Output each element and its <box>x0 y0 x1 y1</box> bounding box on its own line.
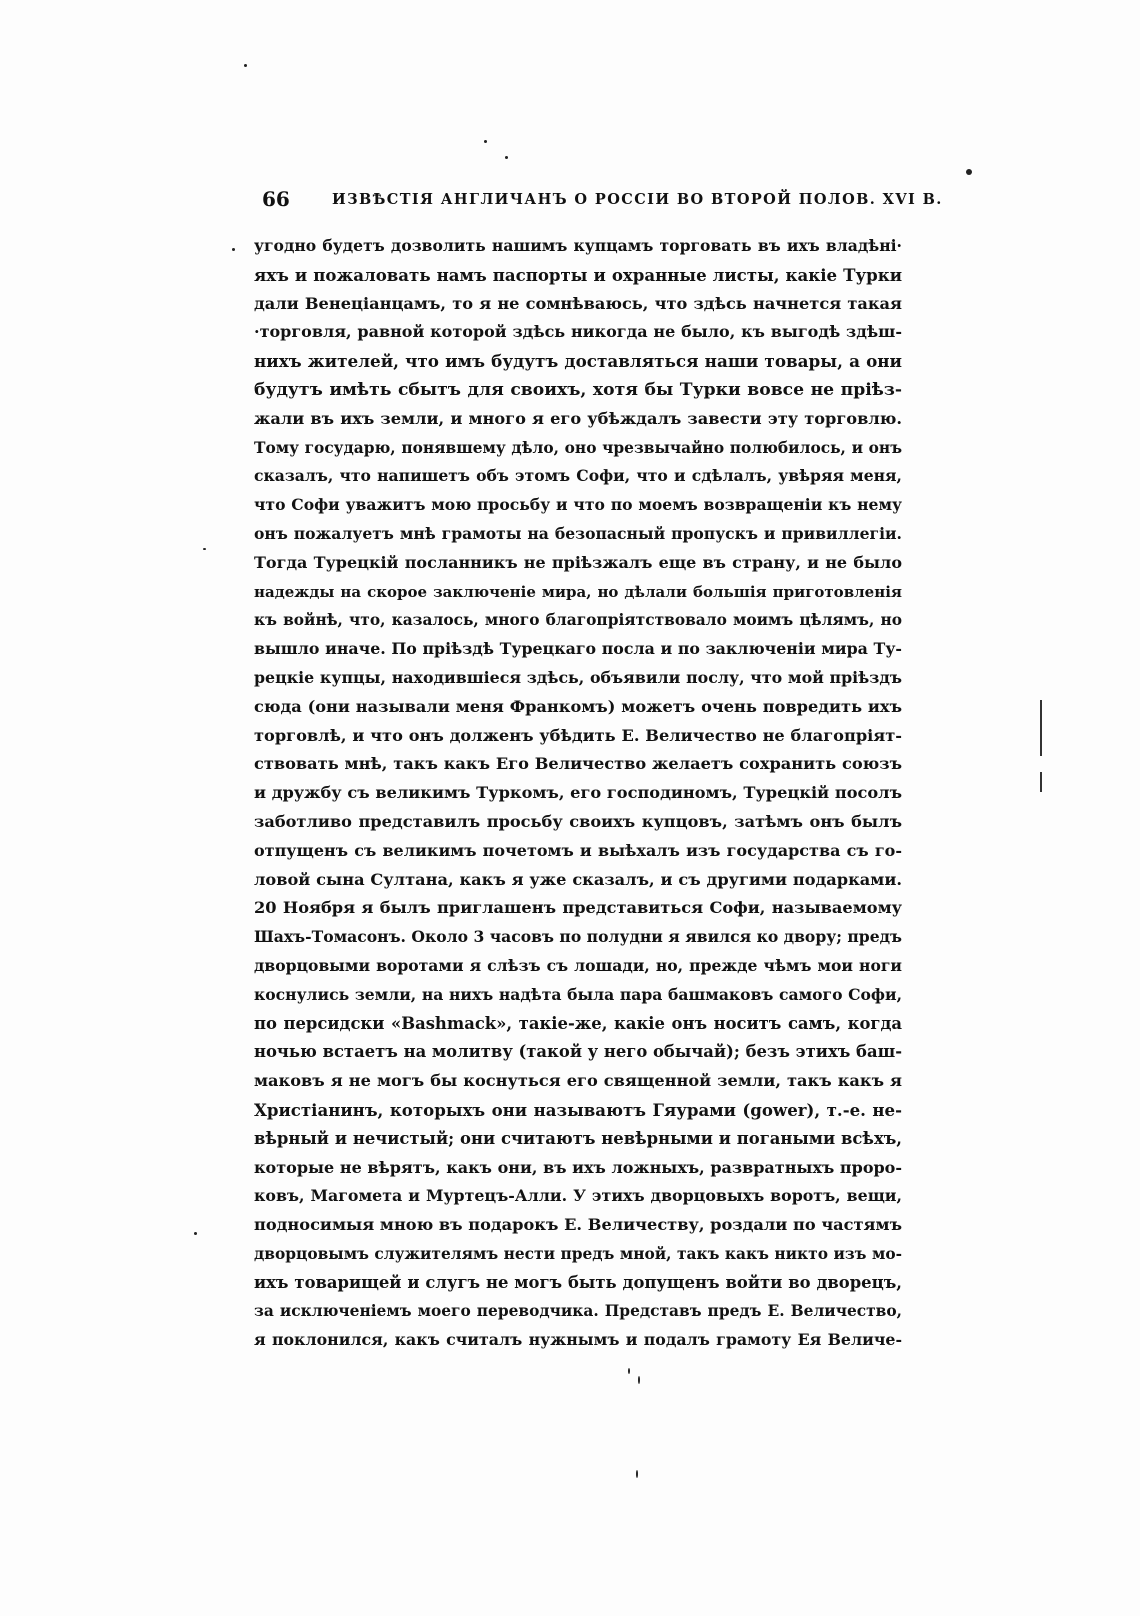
text-line: къ войнѣ, что, казалось, много благопріятствовало моимъ цѣлямъ, но <box>254 611 902 630</box>
text-line: я поклонился, какъ считалъ нужнымъ и подалъ грамоту Ея Величе- <box>254 1330 902 1350</box>
text-line: угодно будетъ дозволить нашимъ купцамъ торговать въ ихъ владѣні· <box>254 236 902 255</box>
text-line: нихъ жителей, что имъ будутъ доставляться наши товары, а они <box>254 351 902 372</box>
body-text <box>254 232 902 1355</box>
text-line: маковъ я не могъ бы коснуться его священной земли, такъ какъ я <box>254 1071 902 1091</box>
text-line: вѣрный и нечистый; они считаютъ невѣрными и погаными всѣхъ, <box>254 1128 902 1148</box>
running-title: ИЗВѢСТІЯ АНГЛИЧАНЪ О РОССІИ ВО ВТОРОЙ ПОЛОВ. XVI В. <box>332 191 943 208</box>
text-line: дворцовымъ служителямъ нести предъ мной, такъ какъ никто изъ мо- <box>254 1244 902 1263</box>
text-line: вышло иначе. По пріѣздѣ Турецкаго посла и по заключеніи мира Ту- <box>254 639 902 659</box>
text-line: ихъ товарищей и слугъ не могъ быть допущенъ войти во дворецъ, <box>254 1272 902 1292</box>
text-line: торговлѣ, и что онъ долженъ убѣдить Е. Величество не благопріят- <box>254 725 902 745</box>
text-line: по персидски «Bashmack», такіе-же, какіе онъ носитъ самъ, когда <box>254 1013 902 1033</box>
text-line: 20 Ноября я былъ приглашенъ представиться Софи, называемому <box>254 898 902 918</box>
text-line: Шахъ-Томасонъ. Около 3 часовъ по полудни я явился ко двору; предъ <box>254 927 902 947</box>
text-line: дворцовыми воротами я слѣзъ съ лошади, но, прежде чѣмъ мои ноги <box>254 955 902 975</box>
text-line: яхъ и пожаловать намъ паспорты и охранные листы, какіе Турки <box>254 264 902 285</box>
text-line: что Софи уважитъ мою просьбу и что по моемъ возвращеніи къ нему <box>254 495 902 515</box>
margin-mark <box>1040 700 1042 756</box>
text-line: которые не вѣрятъ, какъ они, въ ихъ ложныхъ, развратныхъ проро- <box>254 1157 902 1177</box>
scan-speck <box>628 1368 630 1374</box>
scan-speck <box>194 1232 197 1235</box>
text-line: и дружбу съ великимъ Туркомъ, его господиномъ, Турецкій посолъ <box>254 783 902 803</box>
margin-mark <box>1040 772 1042 792</box>
text-line: дали Венеціанцамъ, то я не сомнѣваюсь, что здѣсь начнется такая <box>254 293 902 313</box>
text-line: Тогда Турецкій посланникъ не пріѣзжалъ еще въ страну, и не было <box>254 552 902 572</box>
text-line: коснулись земли, на нихъ надѣта была пара башмаковъ самого Софи, <box>254 984 902 1004</box>
text-line: сюда (они называли меня Франкомъ) можетъ очень повредить ихъ <box>254 696 902 716</box>
text-line: за исключеніемъ моего переводчика. Представъ предъ Е. Величество, <box>254 1302 902 1321</box>
text-line: Тому государю, понявшему дѣло, оно чрезвычайно полюбилось, и онъ <box>254 438 902 457</box>
text-line: надежды на скорое заключеніе мира, но дѣлали большія приготовленія <box>254 582 902 601</box>
text-line: жали въ ихъ земли, и много я его убѣждалъ завести эту торговлю. <box>254 408 902 428</box>
scan-speck <box>505 156 508 159</box>
scan-speck <box>203 548 206 550</box>
text-line: ночью встаетъ на молитву (такой у него обычай); безъ этихъ баш- <box>254 1042 902 1062</box>
text-line: онъ пожалуетъ мнѣ грамоты на безопасный пропускъ и привиллегіи. <box>254 523 902 543</box>
text-line: сказалъ, что напишетъ объ этомъ Софи, что и сдѣлалъ, увѣряя меня, <box>254 466 902 486</box>
scan-speck <box>966 169 972 175</box>
text-line: ковъ, Магомета и Муртецъ-Алли. У этихъ дворцовыхъ воротъ, вещи, <box>254 1186 902 1206</box>
scan-speck <box>232 248 235 251</box>
text-line: ·торговля, равной которой здѣсь никогда не было, къ выгодѣ здѣш- <box>254 322 902 342</box>
scan-speck <box>636 1470 638 1478</box>
text-line: подносимыя мною въ подарокъ Е. Величеству, роздали по частямъ <box>254 1215 902 1235</box>
text-line: отпущенъ съ великимъ почетомъ и выѣхалъ изъ государства съ го- <box>254 840 902 860</box>
text-line: будутъ имѣть сбытъ для своихъ, хотя бы Турки вовсе не пріѣз- <box>254 379 902 400</box>
scan-speck <box>244 64 247 67</box>
page-header <box>262 187 943 217</box>
text-line: ствовать мнѣ, такъ какъ Его Величество желаетъ сохранить союзъ <box>254 754 902 774</box>
text-line: Христіанинъ, которыхъ они называютъ Гяурами (gower), т.-е. не- <box>254 1099 902 1120</box>
text-line: ловой сына Султана, какъ я уже сказалъ, и съ другими подарками. <box>254 869 902 889</box>
page-number: 66 <box>262 187 290 211</box>
text-line: рецкіе купцы, находившіеся здѣсь, объявили послу, что мой пріѣздъ <box>254 667 902 687</box>
scan-speck <box>484 140 487 143</box>
text-line: заботливо представилъ просьбу своихъ купцовъ, затѣмъ онъ былъ <box>254 811 902 831</box>
scan-speck <box>638 1376 640 1384</box>
